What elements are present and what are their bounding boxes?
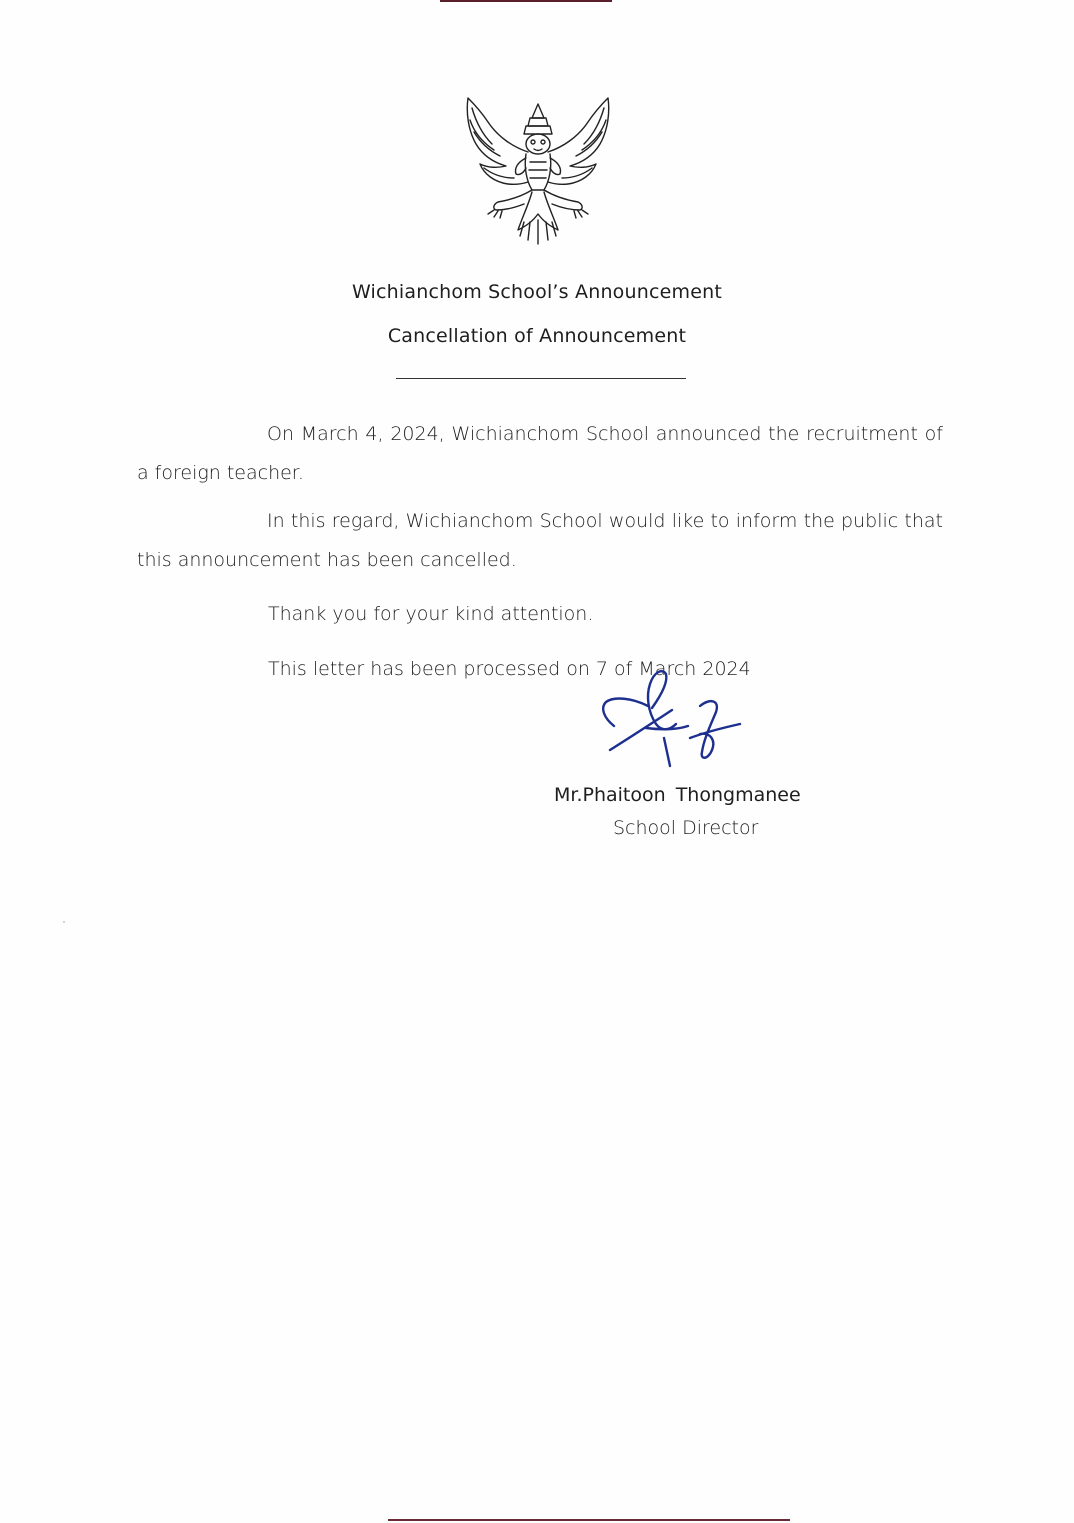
bottom-edge-mark bbox=[388, 1519, 790, 1521]
garuda-emblem-icon bbox=[458, 92, 618, 252]
processed-date-line: This letter has been processed on 7 of March 2024 bbox=[268, 658, 751, 680]
body-paragraph-2: In this regard, Wichianchom School would like to inform the public that this announcement has been cancelled. bbox=[137, 510, 943, 571]
handwritten-signature bbox=[592, 666, 752, 776]
announcement-subtitle: Cancellation of Announcement bbox=[387, 325, 687, 347]
signer-title: School Director bbox=[613, 817, 759, 839]
scan-speck bbox=[63, 921, 65, 923]
thanks-line: Thank you for your kind attention. bbox=[268, 603, 594, 625]
top-edge-mark bbox=[400, 0, 612, 2]
title-divider bbox=[396, 378, 686, 379]
signer-name: Mr.Phaitoon Thongmanee bbox=[554, 784, 801, 806]
body-paragraph-1: On March 4, 2024, Wichianchom School announced the recruitment of a foreign teacher. bbox=[137, 423, 943, 484]
announcement-title: Wichianchom School’s Announcement bbox=[351, 281, 723, 303]
